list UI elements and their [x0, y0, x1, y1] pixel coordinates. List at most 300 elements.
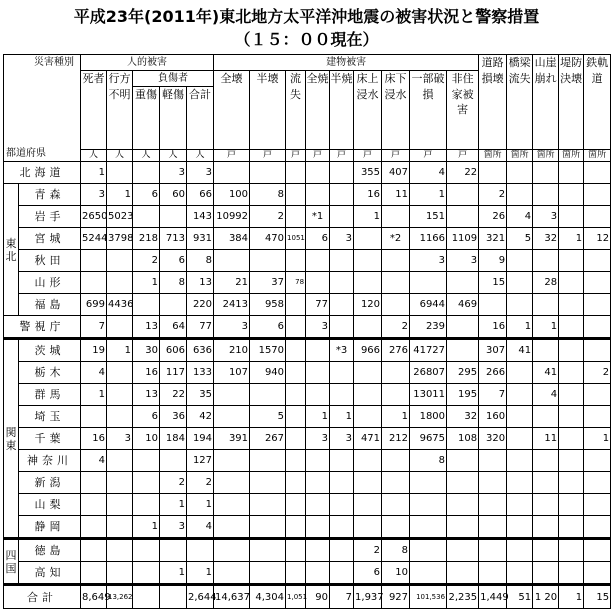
- table-cell: 26: [479, 206, 507, 228]
- table-cell: 1: [160, 494, 187, 516]
- table-cell: [306, 494, 330, 516]
- table-row: [4, 228, 611, 250]
- prefecture-name: 岩手: [19, 206, 81, 228]
- col-header-half-burned: 半焼: [330, 71, 354, 150]
- table-cell: [286, 539, 306, 562]
- table-cell: [330, 472, 354, 494]
- table-cell: 60: [160, 184, 187, 206]
- table-cell: 184: [160, 428, 187, 450]
- table-cell: [584, 450, 611, 472]
- table-cell: 6: [306, 228, 330, 250]
- table-cell: [250, 562, 286, 585]
- col-header-dead: 死者: [81, 71, 107, 150]
- table-cell: [306, 384, 330, 406]
- total-cell: 1,937: [354, 585, 382, 609]
- table-row: [4, 450, 611, 472]
- table-cell: 66: [187, 184, 214, 206]
- table-cell: [306, 184, 330, 206]
- table-cell: [330, 384, 354, 406]
- table-cell: [330, 450, 354, 472]
- table-cell: [447, 339, 479, 362]
- table-cell: [410, 272, 447, 294]
- table-cell: [107, 472, 133, 494]
- table-row: [4, 184, 611, 206]
- table-cell: [447, 494, 479, 516]
- table-cell: [354, 272, 382, 294]
- table-cell: *2: [382, 228, 410, 250]
- table-cell: 958: [250, 294, 286, 316]
- table-cell: 3: [330, 428, 354, 450]
- table-cell: [306, 472, 330, 494]
- total-cell: 51: [507, 585, 533, 609]
- region-label: 関東: [4, 339, 19, 539]
- corner-bottom-label: 都道府県: [6, 148, 46, 159]
- table-cell: 4: [187, 516, 214, 539]
- table-cell: [507, 516, 533, 539]
- table-cell: [81, 516, 107, 539]
- corner-top-label: 災害種別: [34, 57, 74, 68]
- prefecture-name: 高知: [19, 562, 81, 585]
- unit-label: 戸: [306, 150, 330, 162]
- table-cell: 606: [160, 339, 187, 362]
- table-cell: [447, 562, 479, 585]
- total-cell: [160, 585, 187, 609]
- table-cell: [214, 562, 250, 585]
- table-row: [4, 472, 611, 494]
- table-cell: 6: [354, 562, 382, 585]
- table-cell: [160, 450, 187, 472]
- table-cell: [559, 250, 584, 272]
- table-cell: 1: [187, 562, 214, 585]
- table-cell: [447, 539, 479, 562]
- table-cell: [286, 428, 306, 450]
- table-cell: 2: [584, 362, 611, 384]
- table-cell: 194: [187, 428, 214, 450]
- table-cell: [286, 339, 306, 362]
- table-cell: [559, 206, 584, 228]
- table-cell: [447, 206, 479, 228]
- table-cell: [559, 184, 584, 206]
- table-cell: [330, 206, 354, 228]
- table-cell: 1: [81, 162, 107, 184]
- table-cell: 212: [382, 428, 410, 450]
- table-cell: [559, 339, 584, 362]
- table-cell: [286, 516, 306, 539]
- table-cell: [533, 339, 559, 362]
- table-cell: 1: [187, 494, 214, 516]
- table-cell: [410, 472, 447, 494]
- total-label: 合計: [4, 585, 81, 609]
- col-header-washed-away: 流失: [286, 71, 306, 150]
- table-cell: [330, 184, 354, 206]
- table-cell: 16: [81, 428, 107, 450]
- table-cell: 2: [479, 184, 507, 206]
- table-cell: [447, 184, 479, 206]
- table-cell: 266: [479, 362, 507, 384]
- table-cell: [559, 494, 584, 516]
- table-cell: 307: [479, 339, 507, 362]
- table-cell: [559, 406, 584, 428]
- table-cell: [584, 250, 611, 272]
- col-header-injured-total: 合計: [187, 87, 214, 150]
- table-cell: [584, 206, 611, 228]
- table-cell: 151: [410, 206, 447, 228]
- table-cell: [507, 294, 533, 316]
- table-cell: 16: [479, 316, 507, 339]
- table-cell: [107, 516, 133, 539]
- table-cell: [81, 250, 107, 272]
- table-cell: [479, 494, 507, 516]
- table-cell: 133: [187, 362, 214, 384]
- table-cell: 3: [330, 228, 354, 250]
- table-cell: [214, 250, 250, 272]
- table-cell: 931: [187, 228, 214, 250]
- table-cell: 3: [160, 516, 187, 539]
- table-cell: 35: [187, 384, 214, 406]
- table-cell: [286, 316, 306, 339]
- table-cell: [584, 406, 611, 428]
- table-cell: [214, 384, 250, 406]
- table-cell: [81, 272, 107, 294]
- injured-group-header: 負傷者: [133, 71, 214, 87]
- table-cell: 469: [447, 294, 479, 316]
- table-row: [4, 162, 611, 184]
- table-cell: [354, 406, 382, 428]
- table-cell: 13011: [410, 384, 447, 406]
- prefecture-name: 青森: [19, 184, 81, 206]
- table-cell: [250, 384, 286, 406]
- table-cell: 3798: [107, 228, 133, 250]
- table-cell: 1051: [286, 228, 306, 250]
- table-cell: 2: [133, 250, 160, 272]
- table-cell: [214, 472, 250, 494]
- table-cell: [107, 272, 133, 294]
- table-cell: *3: [330, 339, 354, 362]
- table-cell: 5244: [81, 228, 107, 250]
- table-cell: 699: [81, 294, 107, 316]
- table-cell: [250, 472, 286, 494]
- table-cell: [584, 316, 611, 339]
- total-cell: 1,051: [286, 585, 306, 609]
- table-cell: [533, 562, 559, 585]
- table-row: [4, 562, 611, 585]
- table-cell: [382, 250, 410, 272]
- table-cell: [214, 162, 250, 184]
- table-cell: 8: [187, 250, 214, 272]
- table-cell: 195: [447, 384, 479, 406]
- table-cell: [107, 406, 133, 428]
- table-row: [4, 384, 611, 406]
- table-cell: [107, 539, 133, 562]
- table-cell: 636: [187, 339, 214, 362]
- total-cell: 1,449: [479, 585, 507, 609]
- table-cell: [559, 384, 584, 406]
- table-cell: [584, 472, 611, 494]
- table-cell: [330, 316, 354, 339]
- prefecture-name: 徳島: [19, 539, 81, 562]
- table-cell: 1: [107, 184, 133, 206]
- table-cell: 1: [306, 406, 330, 428]
- table-cell: [286, 206, 306, 228]
- table-cell: 1: [382, 406, 410, 428]
- table-cell: 4: [81, 362, 107, 384]
- table-cell: [133, 162, 160, 184]
- prefecture-name: 千葉: [19, 428, 81, 450]
- table-cell: *1: [306, 206, 330, 228]
- col-header-road: 道路損壊: [479, 55, 507, 150]
- table-cell: 470: [250, 228, 286, 250]
- damage-table: [3, 54, 611, 609]
- table-cell: [354, 472, 382, 494]
- table-cell: 77: [187, 316, 214, 339]
- table-cell: [382, 206, 410, 228]
- table-cell: 13: [133, 316, 160, 339]
- table-cell: 2: [382, 316, 410, 339]
- table-cell: 16: [133, 362, 160, 384]
- table-cell: [286, 472, 306, 494]
- table-cell: 267: [250, 428, 286, 450]
- table-cell: [306, 272, 330, 294]
- table-cell: [250, 250, 286, 272]
- table-cell: 22: [160, 384, 187, 406]
- table-cell: 37: [250, 272, 286, 294]
- table-cell: [382, 384, 410, 406]
- table-cell: 3: [214, 316, 250, 339]
- table-cell: [559, 316, 584, 339]
- table-cell: [382, 472, 410, 494]
- table-cell: 1: [584, 428, 611, 450]
- building-damage-group-header: 建物被害: [214, 55, 479, 71]
- table-cell: [160, 294, 187, 316]
- table-cell: [214, 516, 250, 539]
- page-title: 平成23年(2011年)東北地方太平洋沖地震の被害状況と警察措置: [73, 7, 540, 26]
- unit-label: 戸: [250, 150, 286, 162]
- table-cell: [507, 562, 533, 585]
- table-cell: [507, 494, 533, 516]
- table-cell: [507, 362, 533, 384]
- table-cell: [479, 472, 507, 494]
- prefecture-name: 山形: [19, 272, 81, 294]
- table-cell: 5: [250, 406, 286, 428]
- table-cell: 107: [214, 362, 250, 384]
- table-cell: [382, 494, 410, 516]
- prefecture-name: 埼玉: [19, 406, 81, 428]
- table-cell: [584, 162, 611, 184]
- table-cell: [559, 450, 584, 472]
- table-cell: [584, 384, 611, 406]
- table-cell: [330, 294, 354, 316]
- prefecture-name: 栃木: [19, 362, 81, 384]
- table-cell: 276: [382, 339, 410, 362]
- table-cell: 3: [447, 250, 479, 272]
- col-header-burned: 全焼: [306, 71, 330, 150]
- total-cell: [133, 585, 160, 609]
- table-cell: 9675: [410, 428, 447, 450]
- table-cell: [286, 450, 306, 472]
- table-cell: [533, 516, 559, 539]
- unit-label: 戸: [214, 150, 250, 162]
- table-cell: [81, 562, 107, 585]
- table-cell: [286, 294, 306, 316]
- table-cell: 2: [354, 539, 382, 562]
- table-cell: [187, 539, 214, 562]
- table-cell: 78: [286, 272, 306, 294]
- table-cell: [533, 250, 559, 272]
- table-corner-header: [4, 55, 81, 162]
- total-cell: 13,262: [107, 585, 133, 609]
- table-cell: [584, 184, 611, 206]
- table-cell: [559, 162, 584, 184]
- table-cell: 28: [533, 272, 559, 294]
- unit-label: 戸: [354, 150, 382, 162]
- table-row: [4, 250, 611, 272]
- prefecture-name: 静岡: [19, 516, 81, 539]
- table-cell: 7: [81, 316, 107, 339]
- table-cell: [447, 272, 479, 294]
- table-cell: 1800: [410, 406, 447, 428]
- table-row: [4, 362, 611, 384]
- table-cell: [447, 516, 479, 539]
- table-cell: 391: [214, 428, 250, 450]
- table-cell: [559, 272, 584, 294]
- table-cell: 2: [187, 472, 214, 494]
- table-cell: [160, 206, 187, 228]
- table-cell: [382, 294, 410, 316]
- total-cell: 927: [382, 585, 410, 609]
- table-cell: 127: [187, 450, 214, 472]
- table-row: [4, 494, 611, 516]
- table-cell: [330, 562, 354, 585]
- table-cell: 1: [133, 516, 160, 539]
- table-cell: [533, 162, 559, 184]
- table-cell: [533, 450, 559, 472]
- table-cell: [306, 539, 330, 562]
- table-row: [4, 539, 611, 562]
- table-cell: [330, 162, 354, 184]
- table-cell: 11: [382, 184, 410, 206]
- table-body: [4, 162, 611, 609]
- table-cell: 3: [107, 428, 133, 450]
- table-cell: 1: [81, 384, 107, 406]
- unit-label: 戸: [286, 150, 306, 162]
- table-cell: 22: [447, 162, 479, 184]
- unit-label: 戸: [447, 150, 479, 162]
- table-cell: 19: [81, 339, 107, 362]
- prefecture-name: 警視庁: [4, 316, 81, 339]
- table-cell: [447, 450, 479, 472]
- table-cell: [160, 539, 187, 562]
- table-row: [4, 406, 611, 428]
- table-cell: 355: [354, 162, 382, 184]
- table-cell: [533, 472, 559, 494]
- table-cell: 32: [447, 406, 479, 428]
- table-cell: 2650: [81, 206, 107, 228]
- table-cell: [286, 494, 306, 516]
- table-cell: 3: [306, 428, 330, 450]
- human-damage-group-header: 人的被害: [81, 55, 214, 71]
- table-cell: [306, 516, 330, 539]
- table-cell: [507, 539, 533, 562]
- table-cell: [382, 450, 410, 472]
- table-cell: 143: [187, 206, 214, 228]
- total-cell: 14,637: [214, 585, 250, 609]
- total-cell: 1: [559, 585, 584, 609]
- prefecture-name: 北海道: [4, 162, 81, 184]
- table-cell: [479, 294, 507, 316]
- table-cell: 2: [160, 472, 187, 494]
- total-cell: 90: [306, 585, 330, 609]
- table-cell: [584, 516, 611, 539]
- unit-label: 箇所: [533, 150, 559, 162]
- table-row: [4, 428, 611, 450]
- table-cell: [214, 406, 250, 428]
- table-cell: 3: [81, 184, 107, 206]
- table-cell: [410, 562, 447, 585]
- col-header-total-collapse: 全壊: [214, 71, 250, 150]
- table-cell: 15: [479, 272, 507, 294]
- table-cell: 160: [479, 406, 507, 428]
- table-cell: [306, 339, 330, 362]
- table-cell: 321: [479, 228, 507, 250]
- unit-label: 戸: [382, 150, 410, 162]
- table-cell: [250, 162, 286, 184]
- table-cell: [354, 450, 382, 472]
- table-cell: [250, 494, 286, 516]
- col-header-railway: 鉄軌道: [584, 55, 611, 150]
- table-cell: 3: [160, 162, 187, 184]
- table-cell: 210: [214, 339, 250, 362]
- table-cell: [133, 494, 160, 516]
- table-cell: 8: [160, 272, 187, 294]
- table-cell: [559, 562, 584, 585]
- table-cell: 13: [133, 384, 160, 406]
- table-cell: [81, 494, 107, 516]
- table-cell: [286, 384, 306, 406]
- table-cell: 2: [250, 206, 286, 228]
- table-cell: 1: [160, 562, 187, 585]
- table-cell: 64: [160, 316, 187, 339]
- table-cell: 1: [354, 206, 382, 228]
- table-cell: 30: [133, 339, 160, 362]
- table-cell: [330, 494, 354, 516]
- col-header-serious-injury: 重傷: [133, 87, 160, 150]
- col-header-above-floor-flood: 床上浸水: [354, 71, 382, 150]
- table-cell: [533, 406, 559, 428]
- table-cell: 239: [410, 316, 447, 339]
- table-cell: 295: [447, 362, 479, 384]
- table-cell: [507, 250, 533, 272]
- table-cell: [214, 450, 250, 472]
- table-cell: 6944: [410, 294, 447, 316]
- table-cell: 2413: [214, 294, 250, 316]
- table-cell: [507, 184, 533, 206]
- table-cell: 966: [354, 339, 382, 362]
- table-cell: [559, 516, 584, 539]
- table-cell: [507, 272, 533, 294]
- table-cell: 5: [507, 228, 533, 250]
- table-cell: [330, 362, 354, 384]
- table-cell: [107, 162, 133, 184]
- table-cell: [584, 494, 611, 516]
- table-cell: 100: [214, 184, 250, 206]
- table-cell: [250, 539, 286, 562]
- unit-label: 箇所: [559, 150, 584, 162]
- table-cell: [306, 450, 330, 472]
- table-cell: 13: [187, 272, 214, 294]
- table-cell: [107, 450, 133, 472]
- table-cell: [330, 516, 354, 539]
- table-cell: [584, 294, 611, 316]
